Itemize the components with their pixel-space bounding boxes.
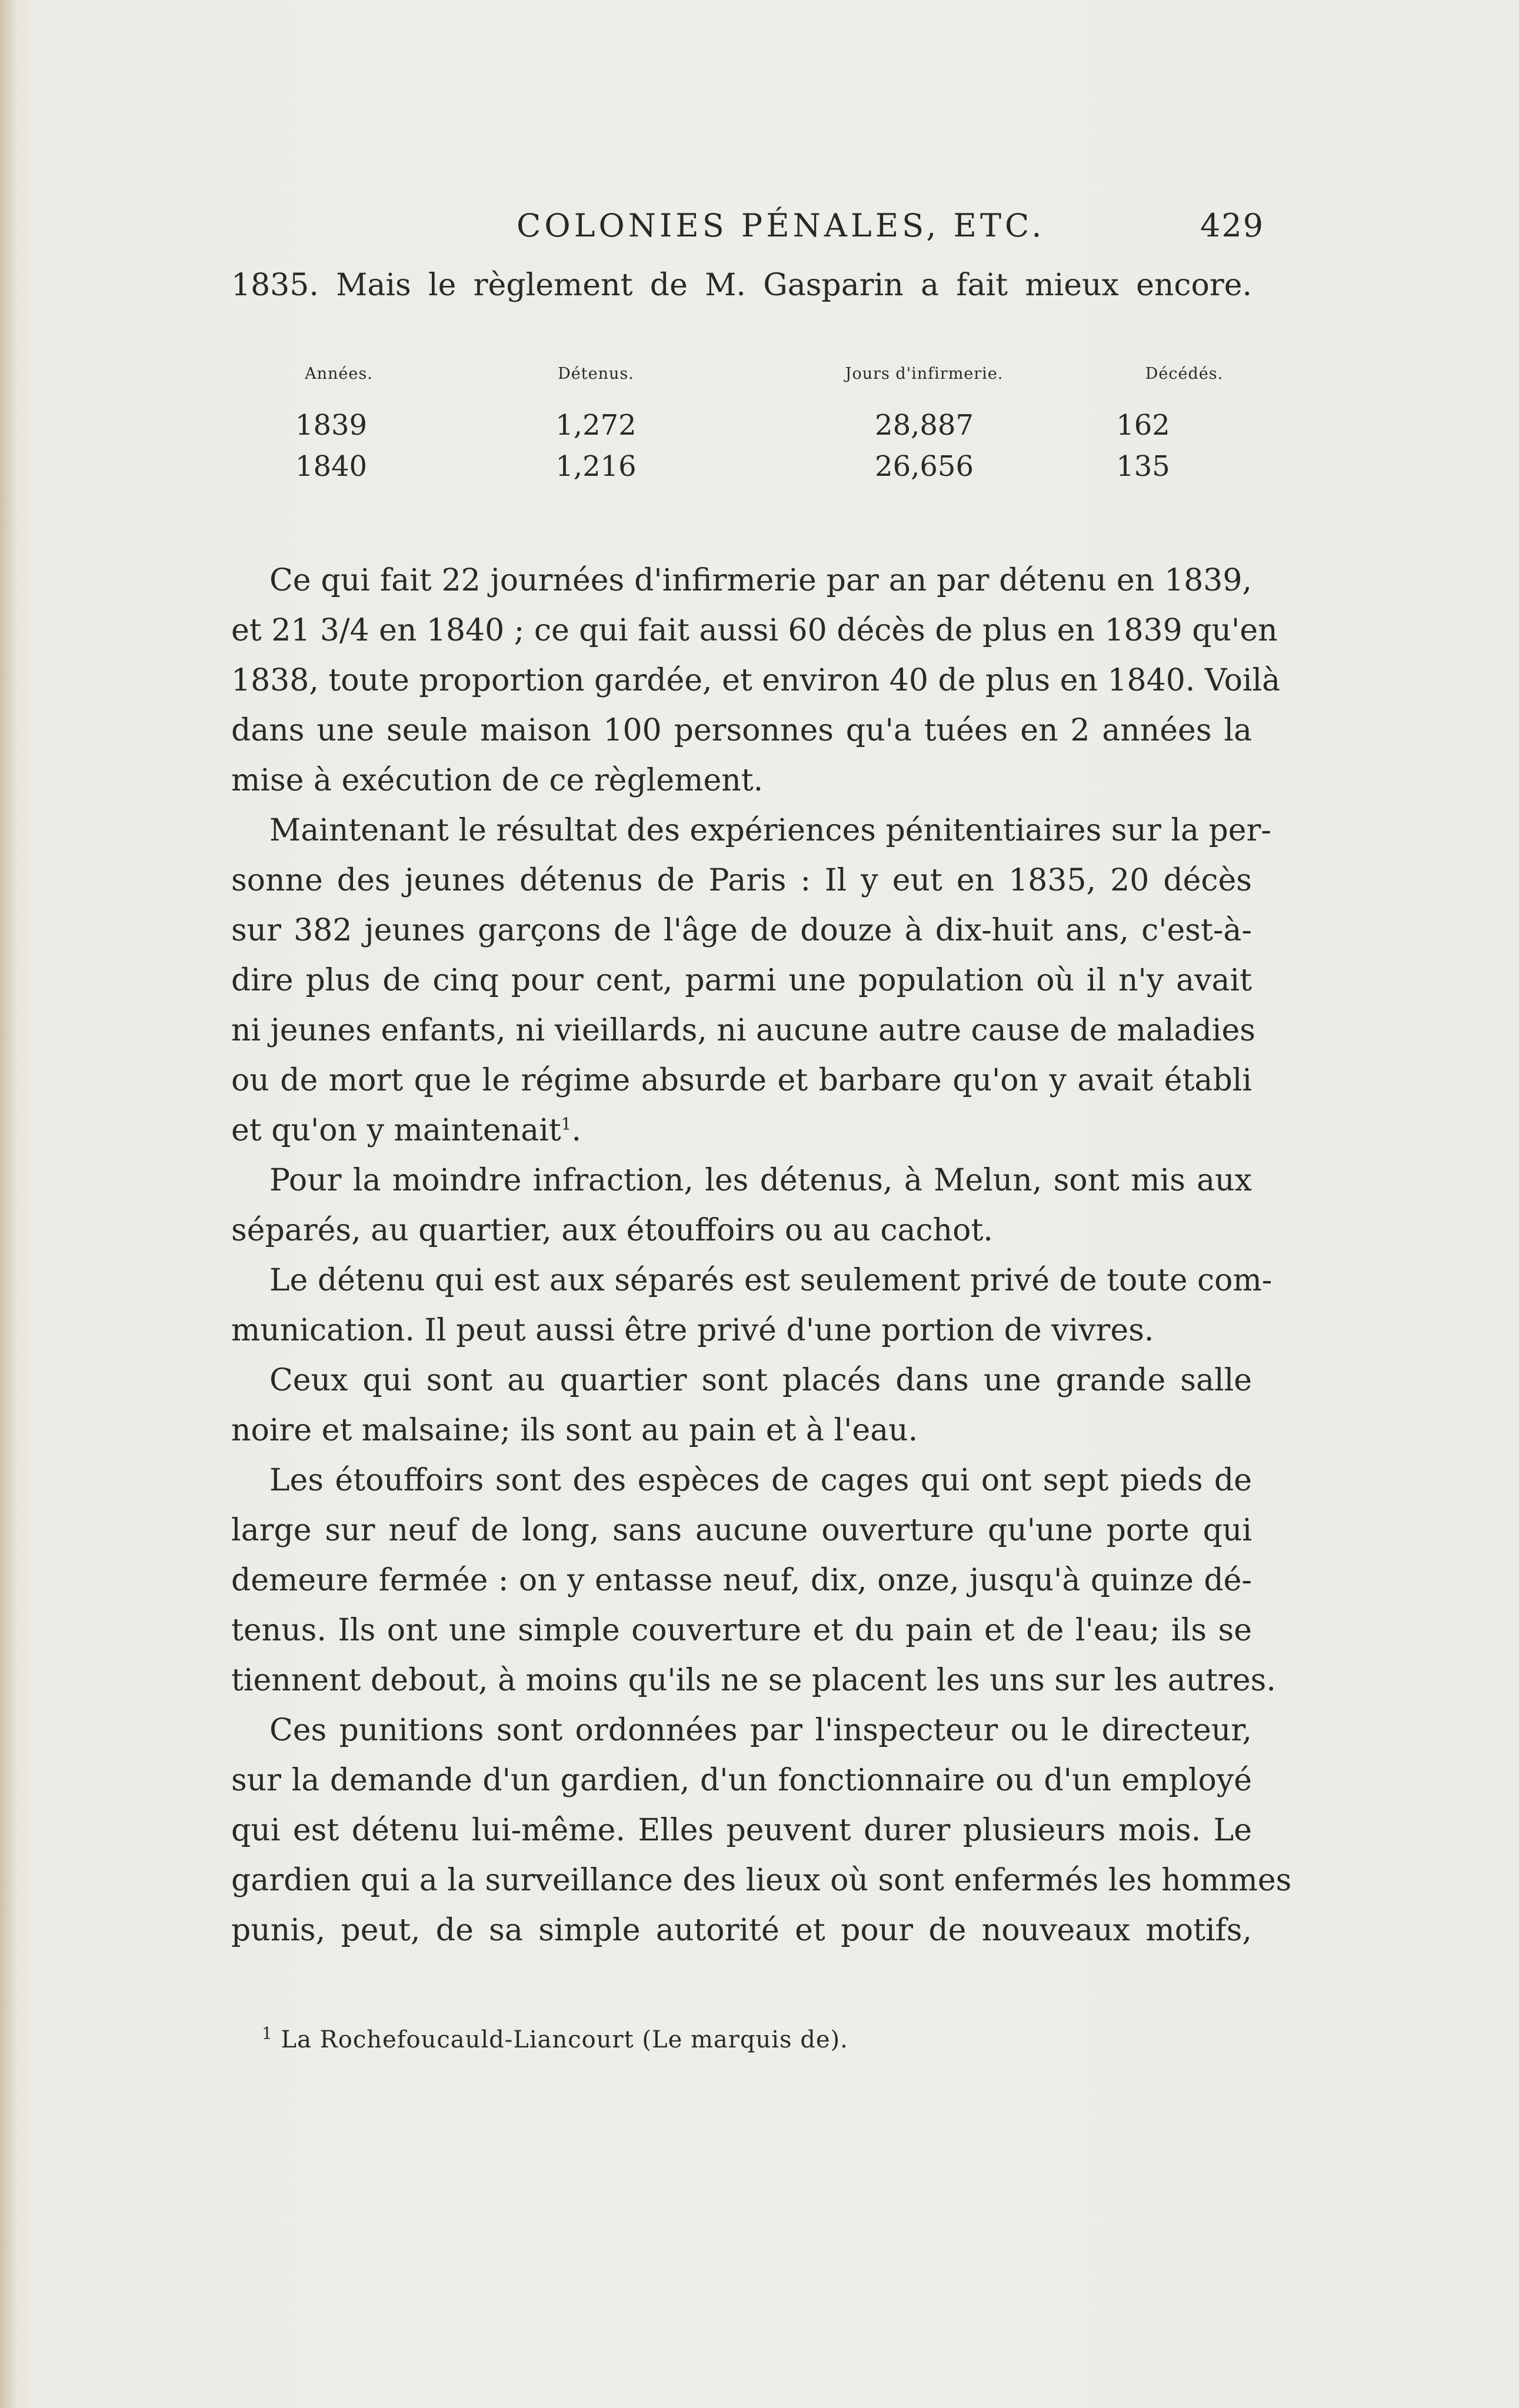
table-cell: 1,216 [555,450,637,483]
body-text [231,556,1292,1956]
text-line: ou de mort que le régime absurde et barbare qu'on y avait établi [231,1063,1252,1098]
text-line: tenus. Ils ont une simple couverture et du pain et de l'eau; ils se [231,1613,1252,1648]
text-line: sur la demande d'un gardien, d'un fonctionnaire ou d'un employé [231,1763,1252,1798]
text-line: Le détenu qui est aux séparés est seulement privé de toute com- [269,1263,1273,1298]
page-number: 429 [1200,207,1265,244]
table-cell: 162 [1116,409,1170,442]
table-header: Années. [305,365,373,383]
text-line: et 21 3/4 en 1840 ; ce qui fait aussi 60 décès de plus en 1839 qu'en [231,613,1278,648]
text-line: sur 382 jeunes garçons de l'âge de douze à dix-huit ans, c'est-à- [231,913,1252,948]
text-line [231,1106,1252,1156]
sentence-end: . [571,1113,581,1148]
text-line: munication. Il peut aussi être privé d'une portion de vivres. [231,1313,1154,1348]
table-cell: 1,272 [555,409,637,442]
footnote-reference: 1 [561,1114,572,1134]
text-line: dire plus de cinq pour cent, parmi une population où il n'y avait [231,963,1252,998]
text-line: Ceux qui sont au quartier sont placés dans une grande salle [269,1363,1252,1398]
text-line: Ce qui fait 22 journées d'infirmerie par an par détenu en 1839, [269,563,1252,598]
text-line: mise à exécution de ce règlement. [231,763,764,798]
text-line: gardien qui a la surveillance des lieux où sont enfermés les hommes [231,1863,1292,1898]
table-cell: 135 [1116,450,1170,483]
table-header: Jours d'infirmerie. [845,365,1004,383]
text-line: large sur neuf de long, sans aucune ouverture qu'une porte qui [231,1513,1252,1548]
text-line-content: et qu'on y maintenait [231,1113,561,1148]
text-line: sonne des jeunes détenus de Paris : Il y eut en 1835, 20 décès [231,863,1252,898]
text-line: Pour la moindre infraction, les détenus, à Melun, sont mis aux [269,1163,1252,1198]
opening-line: 1835. Mais le règlement de M. Gasparin a fait mieux encore. [231,268,1252,303]
text-line: tiennent debout, à moins qu'ils ne se placent les uns sur les autres. [231,1663,1276,1698]
text-line: séparés, au quartier, aux étouffoirs ou au cachot. [231,1213,993,1248]
text-line: ni jeunes enfants, ni vieillards, ni aucune autre cause de maladies [231,1013,1255,1048]
table-header: Décédés. [1145,365,1224,383]
text-line: punis, peut, de sa simple autorité et pour de nouveaux motifs, [231,1913,1252,1948]
footnote-mark: 1 [262,2023,273,2043]
table-cell: 28,887 [875,409,974,442]
opening-text [231,261,1252,311]
table-cell: 1839 [295,409,368,442]
table-cell: 26,656 [875,450,974,483]
running-head [0,207,1519,254]
footnote [262,2023,848,2053]
text-line: noire et malsaine; ils sont au pain et à l'eau. [231,1413,918,1448]
page-edge-stain [0,0,16,2408]
text-line: 1838, toute proportion gardée, et environ 40 de plus en 1840. Voilà [231,663,1281,698]
running-head-title: COLONIES PÉNALES, ETC. [517,207,1045,244]
table-header: Détenus. [558,365,634,383]
text-line: Ces punitions sont ordonnées par l'inspecteur ou le directeur, [269,1713,1252,1748]
text-line: qui est détenu lui-même. Elles peuvent durer plusieurs mois. Le [231,1813,1252,1848]
text-line: Les étouffoirs sont des espèces de cages qui ont sept pieds de [269,1463,1252,1498]
footnote-text: La Rochefoucauld-Liancourt (Le marquis de). [281,2026,848,2053]
table-cell: 1840 [295,450,368,483]
text-line: demeure fermée : on y entasse neuf, dix, onze, jusqu'à quinze dé- [231,1563,1252,1598]
text-line: dans une seule maison 100 personnes qu'a tuées en 2 années la [231,713,1252,748]
text-line: Maintenant le résultat des expériences pénitentiaires sur la per- [269,813,1271,848]
